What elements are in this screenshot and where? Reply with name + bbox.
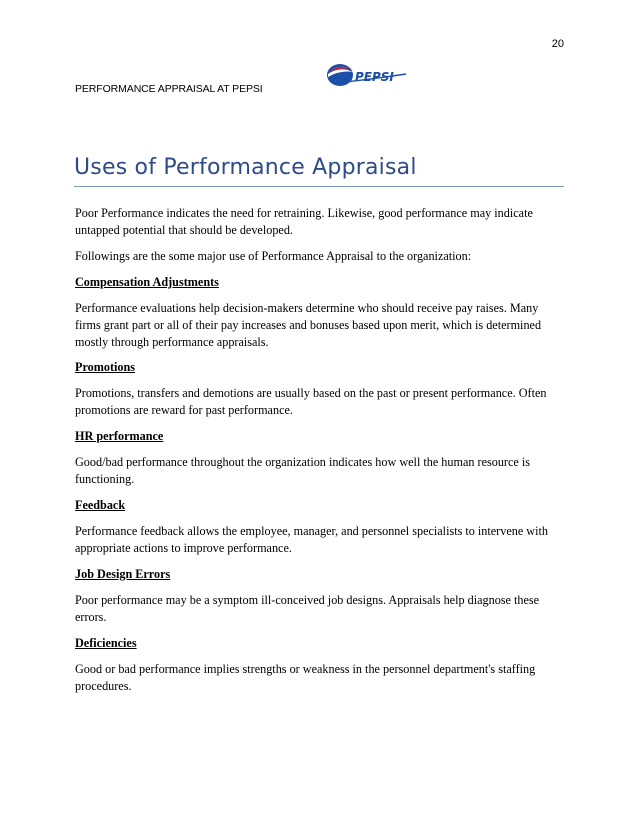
section-paragraph: Performance feedback allows the employee, manager, and personnel specialists to intervene with appropriate actions to improve performance. [75,524,548,555]
header-title: PERFORMANCE APPRAISAL AT PEPSI [75,83,263,95]
intro-paragraph: Poor Performance indicates the need for retraining. Likewise, good performance may indicate untapped potential that should be developed. [75,206,533,237]
document-body [75,205,565,704]
section-heading: Feedback [75,498,126,512]
section-heading: Compensation Adjustments [75,275,219,289]
section-heading: Job Design Errors [75,567,171,581]
section-paragraph: Performance evaluations help decision-makers determine who should receive pay raises. Many firms grant part or all of their pay increases and bonuses based upon merit, which is determined mostly through performance appraisals. [75,301,542,349]
page-number: 20 [551,38,564,50]
section-paragraph: Promotions, transfers and demotions are usually based on the past or present performance. Often promotions are reward for past performance. [75,386,547,417]
section-paragraph: Good/bad performance throughout the organization indicates how well the human resource is functioning. [75,455,530,486]
section-heading: Promotions [75,360,136,374]
heading-divider [74,186,564,187]
section-paragraph: Poor performance may be a symptom ill-conceived job designs. Appraisals help diagnose these errors. [75,593,540,624]
section-paragraph: Good or bad performance implies strengths or weakness in the personnel department's staffing procedures. [75,662,536,693]
section-heading: HR performance [75,429,164,443]
page-title: Uses of Performance Appraisal [74,155,417,180]
section-heading: Deficiencies [75,636,137,650]
intro-paragraph: Followings are the some major use of Performance Appraisal to the organization: [75,249,472,263]
pepsi-logo-icon [326,60,418,90]
logo-wordmark: PEPSI [355,70,394,84]
